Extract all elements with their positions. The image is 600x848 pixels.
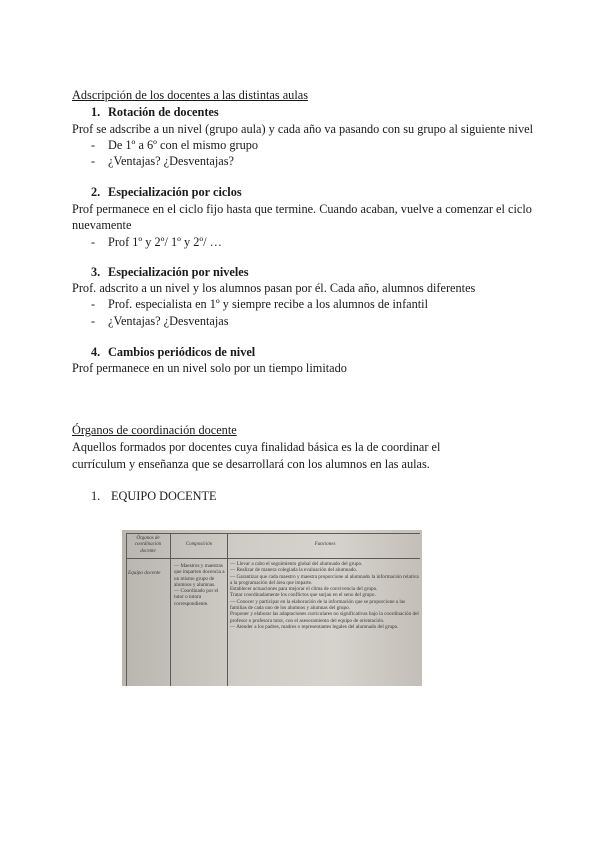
photo-row-label: Equipo docente [128, 570, 161, 576]
item-text-rotacion: Prof se adscribe a un nivel (grupo aula) y cada año va pasando con su grupo al siguiente nivel [72, 122, 533, 136]
item-number-3: 3. [91, 265, 101, 279]
section-heading-adscripcion: Adscripción de los docentes a las distintas aulas [72, 88, 308, 102]
bullet-niveles-2: ¿Ventajas? ¿Desventajas [108, 314, 229, 328]
item-number-4: 4. [91, 345, 101, 359]
photo-column-divider [170, 533, 171, 686]
photo-functions-text: — Llevar a cabo el seguimiento global del alumnado del grupo. — Realizar de manera colegiada la evaluación del alumnado. — Garantizar que cada maestro y maestra proporcione al alumnado la información relativa a la programación del área que imparte. Establecer actuaciones para mejorar el clima de convivencia del grupo. Tratar coordinadamente los conflictos que surjan en el seno del grupo. — Conocer y participar en la elaboración de la información que se proporcione a las familias de cada uno de los alumnos y alumnas del grupo. Proponer y elaborar las adaptaciones curriculares no significativas bajo la coordinación del profesor o profesora tutor, con el asesoramiento del equipo de orientación. — Atender a los padres, madres o representantes legales del alumnado del grupo. [230, 561, 419, 630]
item-title-rotacion: Rotación de docentes [108, 105, 219, 119]
photo-header-funciones: Funciones [314, 542, 336, 547]
section-heading-organos: Órganos de coordinación docente [72, 423, 237, 437]
item-text-niveles: Prof. adscrito a un nivel y los alumnos pasan por él. Cada año, alumnos diferentes [72, 281, 476, 295]
bullet-niveles-1: Prof. especialista en 1º y siempre recibe a los alumnos de infantil [108, 297, 429, 311]
photo-header-composicion: Composición [185, 542, 213, 547]
item-text-cambios: Prof permanece en un nivel solo por un tiempo limitado [72, 361, 347, 375]
bullet-dash: - [91, 138, 96, 152]
section-text-organos-1: Aquellos formados por docentes cuya finalidad básica es la de coordinar el [72, 440, 441, 454]
photo-header-organos: Órganos de coordinación docente [134, 536, 162, 554]
scanned-table-photo [122, 530, 422, 686]
list-item-equipo-docente: EQUIPO DOCENTE [111, 489, 217, 503]
list-number-equipo: 1. [91, 489, 101, 503]
item-title-cambios: Cambios periódicos de nivel [108, 345, 256, 359]
item-text-ciclos-2: nuevamente [72, 218, 132, 232]
section-text-organos-2: currículum y enseñanza que se desarrollará con los alumnos en las aulas. [72, 457, 430, 471]
bullet-dash: - [91, 154, 96, 168]
item-number-2: 2. [91, 185, 101, 199]
bullet-dash: - [91, 314, 96, 328]
bullet-dash: - [91, 235, 96, 249]
item-number-1: 1. [91, 105, 101, 119]
item-title-niveles: Especialización por niveles [108, 265, 249, 279]
photo-column-divider [227, 533, 228, 686]
bullet-rotacion-2: ¿Ventajas? ¿Desventajas? [108, 154, 234, 168]
photo-composition-text: — Maestros y maestras que imparten docencia a un mismo grupo de alumnos y alumnas. — Coordinado por el tutor o tutora correspondiente. [174, 563, 225, 607]
item-title-ciclos: Especialización por ciclos [108, 185, 242, 199]
bullet-dash: - [91, 297, 96, 311]
bullet-rotacion-1: De 1º a 6º con el mismo grupo [108, 138, 259, 152]
item-text-ciclos-1: Prof permanece en el ciclo fijo hasta que termine. Cuando acaban, vuelve a comenzar el ciclo [72, 202, 532, 216]
photo-header-divider [126, 558, 420, 559]
bullet-ciclos-1: Prof 1º y 2º/ 1º y 2º/ … [108, 235, 222, 249]
